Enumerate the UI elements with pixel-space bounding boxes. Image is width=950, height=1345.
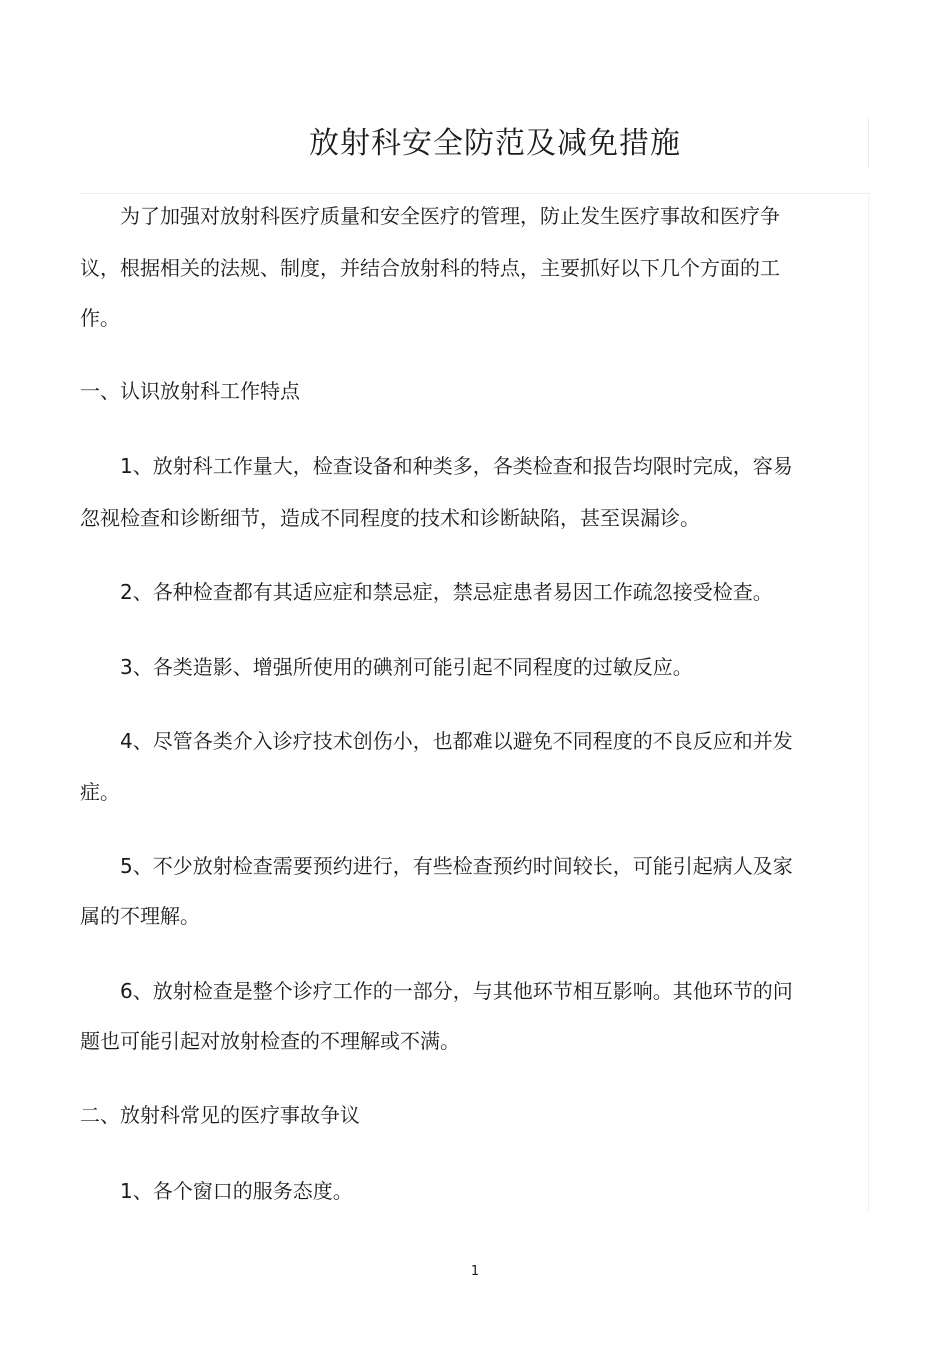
section-2-heading: 二、放射科常见的医疗事故争议: [80, 1103, 360, 1127]
title-divider: [80, 193, 870, 194]
section-1-heading: 一、认识放射科工作特点: [80, 379, 300, 403]
intro-line-1: 为了加强对放射科医疗质量和安全医疗的管理，防止发生医疗事故和医疗争: [120, 204, 780, 228]
page-number: 1: [470, 1264, 480, 1279]
section-1-item-2-line-1: 2、各种检查都有其适应症和禁忌症，禁忌症患者易因工作疏忽接受检查。: [120, 580, 773, 604]
section-1-item-4-line-2: 症。: [80, 780, 120, 804]
section-1-item-4-line-1: 4、尽管各类介入诊疗技术创伤小，也都难以避免不同程度的不良反应和并发: [120, 729, 793, 753]
document-title: 放射科安全防范及减免措施: [309, 126, 681, 161]
intro-line-3: 作。: [80, 306, 120, 330]
section-2-item-1-line-1: 1、各个窗口的服务态度。: [120, 1179, 353, 1203]
section-1-item-1-line-1: 1、放射科工作量大，检查设备和种类多，各类检查和报告均限时完成，容易: [120, 454, 793, 478]
section-1-item-1-line-2: 忽视检查和诊断细节，造成不同程度的技术和诊断缺陷，甚至误漏诊。: [80, 506, 700, 530]
section-1-item-5-line-2: 属的不理解。: [80, 904, 200, 928]
section-1-item-6-line-1: 6、放射检查是整个诊疗工作的一部分，与其他环节相互影响。其他环节的问: [120, 979, 793, 1003]
title-margin-rule: [868, 118, 869, 168]
intro-line-2: 议，根据相关的法规、制度，并结合放射科的特点，主要抓好以下几个方面的工: [80, 256, 780, 280]
section-1-item-5-line-1: 5、不少放射检查需要预约进行，有些检查预约时间较长，可能引起病人及家: [120, 854, 793, 878]
section-1-item-6-line-2: 题也可能引起对放射检查的不理解或不满。: [80, 1029, 460, 1053]
section-1-item-3-line-1: 3、各类造影、增强所使用的碘剂可能引起不同程度的过敏反应。: [120, 655, 693, 679]
body-margin-rule: [868, 196, 869, 1212]
